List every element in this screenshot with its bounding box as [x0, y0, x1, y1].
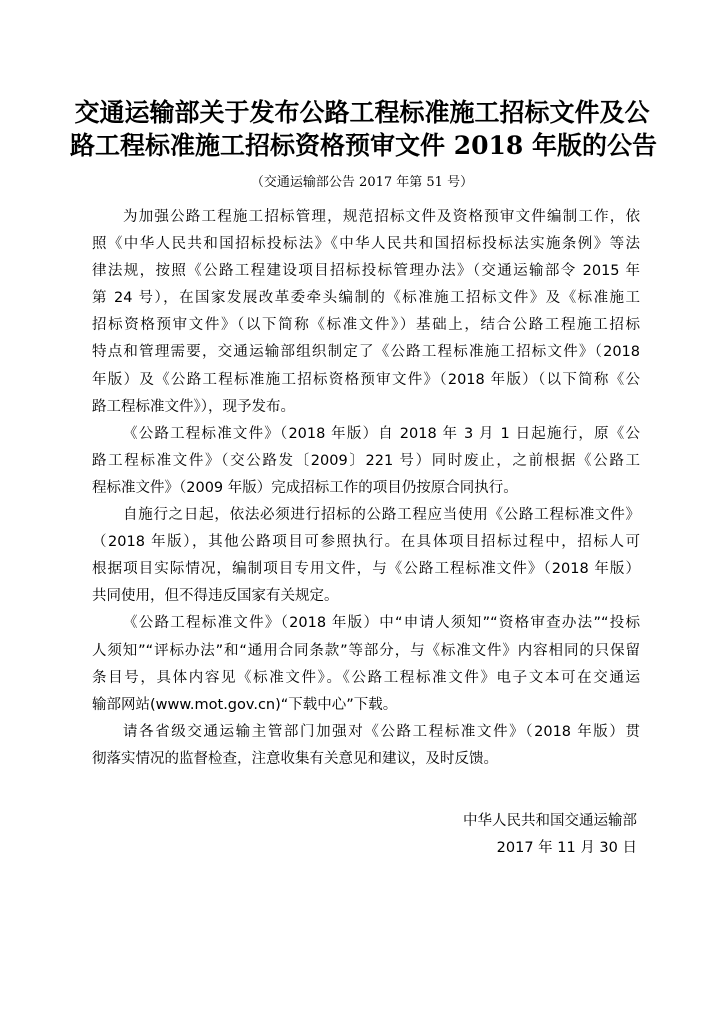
document-body — [92, 204, 640, 773]
paragraph-line: 条目号，具体内容见《标准文件》。《公路工程标准文件》电子文本可在交通运 — [92, 669, 640, 686]
paragraph-line: 第 24 号），在国家发展改革委牵头编制的《标准施工招标文件》及《标准施工 — [92, 290, 640, 307]
paragraph-line: 路工程标准文件》（交公路发〔2009〕221 号）同时废止，之前根据《公路工 — [92, 452, 640, 469]
paragraph-line: 人须知”“评标办法”和“通用合同条款”等部分，与《标准文件》内容相同的只保留 — [92, 642, 640, 659]
paragraph-line: 自施行之日起，依法必须进行招标的公路工程应当使用《公路工程标准文件》 — [123, 507, 640, 524]
paragraph-line: 路工程标准文件》），现予发布。 — [92, 398, 295, 415]
paragraph-line: 为加强公路工程施工招标管理，规范招标文件及资格预审文件编制工作，依 — [123, 209, 640, 225]
paragraph-line: 《公路工程标准文件》（2018 年版）自 2018 年 3 月 1 日起施行，原《公 — [123, 425, 640, 442]
paragraph-line: 律法规，按照《公路工程建设项目招标投标管理办法》（交通运输部令 2015 年 — [92, 263, 640, 280]
signature-block — [463, 808, 637, 862]
document-title-line-2: 路工程标准施工招标资格预审文件 2018 年版的公告 — [70, 131, 657, 160]
paragraph-1 — [92, 204, 640, 421]
paragraph-line: 《公路工程标准文件》（2018 年版）中“申请人须知”“资格审查办法”“投标 — [123, 615, 640, 632]
issuer-name: 中华人民共和国交通运输部 — [463, 813, 637, 829]
paragraph-line: 照《中华人民共和国招标投标法》《中华人民共和国招标投标法实施条例》等法 — [92, 236, 640, 253]
paragraph-line: （2018 年版），其他公路项目可参照执行。在具体项目招标过程中，招标人可 — [92, 534, 640, 551]
paragraph-5 — [92, 719, 640, 773]
paragraph-line: 请各省级交通运输主管部门加强对《公路工程标准文件》（2018 年版）贯 — [123, 723, 640, 740]
paragraph-line: 彻落实情况的监督检查，注意收集有关意见和建议，及时反馈。 — [92, 750, 498, 767]
paragraph-2 — [92, 421, 640, 502]
document-title-line-1: 交通运输部关于发布公路工程标准施工招标文件及公 — [74, 98, 650, 127]
paragraph-line: 共同使用，但不得违反国家有关规定。 — [92, 588, 339, 605]
document-subtitle: （交通运输部公告 2017 年第 51 号） — [250, 175, 474, 190]
paragraph-line: 年版）及《公路工程标准施工招标资格预审文件》（2018 年版）（以下简称《公 — [92, 371, 640, 388]
paragraph-3 — [92, 502, 640, 610]
paragraph-4 — [92, 610, 640, 718]
issue-date: 2017 年 11 月 30 日 — [496, 840, 637, 856]
paragraph-line: 根据项目实际情况，编制项目专用文件，与《公路工程标准文件》（2018 年版） — [92, 561, 640, 578]
paragraph-line: 招标资格预审文件》（以下简称《标准文件》）基础上，结合公路工程施工招标 — [92, 317, 640, 334]
paragraph-line: 特点和管理需要，交通运输部组织制定了《公路工程标准施工招标文件》（2018 — [92, 344, 640, 361]
paragraph-line: 程标准文件》（2009 年版）完成招标工作的项目仍按原合同执行。 — [92, 479, 518, 496]
paragraph-line: 输部网站(www.mot.gov.cn)“下载中心”下载。 — [92, 696, 398, 713]
